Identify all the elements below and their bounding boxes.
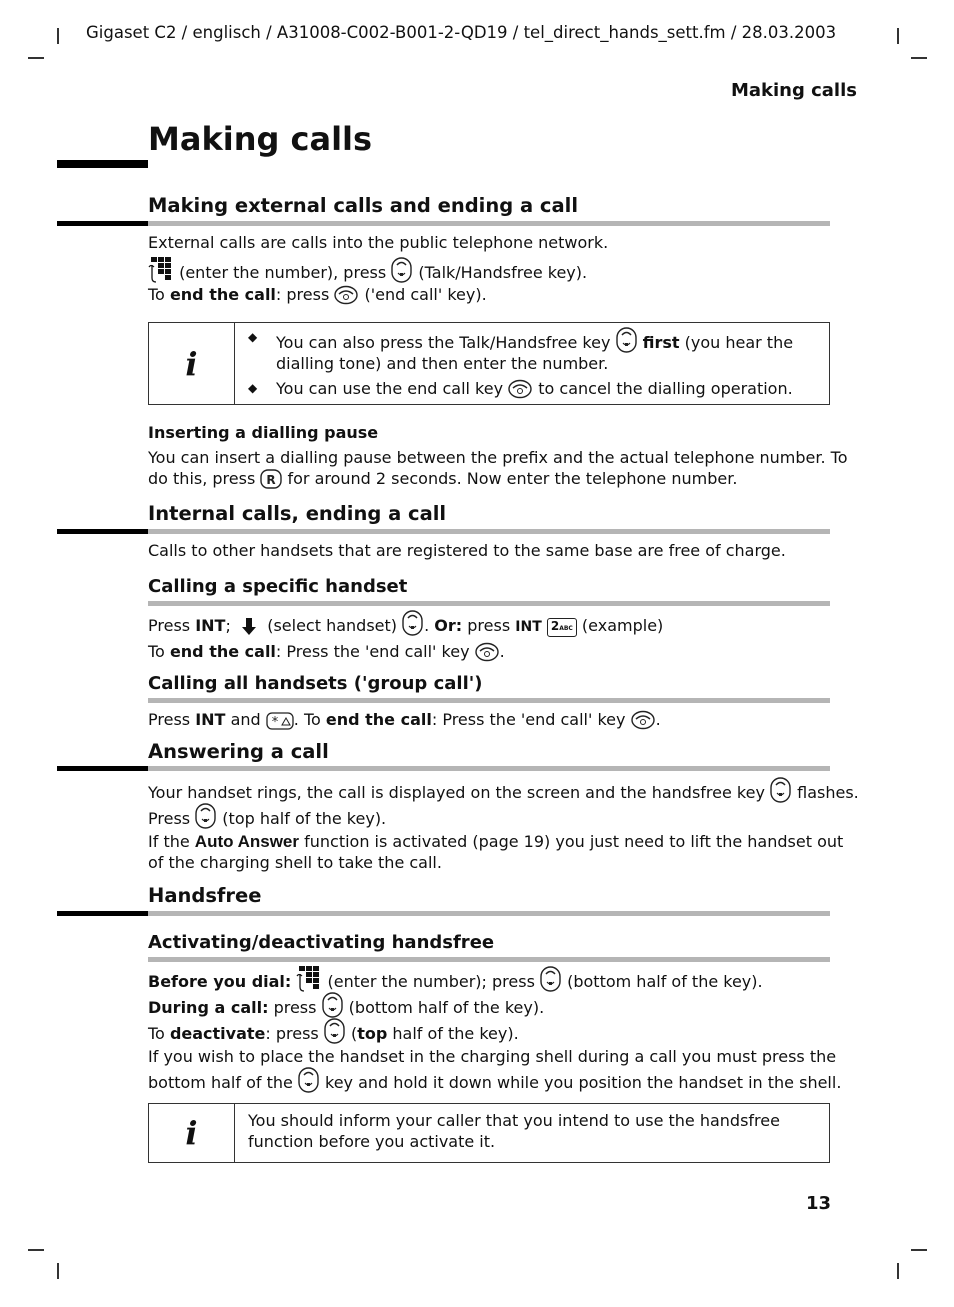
- diamond-bullet-icon: ◆: [248, 381, 258, 395]
- subsection-bar: [148, 698, 830, 703]
- title-bar: [57, 160, 148, 168]
- document-header-line: Gigaset C2 / englisch / A31008-C002-B001-2-QD19 / tel_direct_hands_sett.fm / 28.03.2003: [86, 23, 837, 42]
- talk-key-icon: [770, 777, 792, 803]
- text-line: If you wish to place the handset in the charging shell during a call you must press the: [148, 1047, 837, 1066]
- star-key-icon: [266, 712, 294, 730]
- section-bar: [148, 911, 830, 916]
- page-number: 13: [806, 1193, 832, 1214]
- text-line: Before you dial: (enter the number); press (bottom half of the key).: [148, 966, 833, 992]
- text-line: Press INT; (select handset) . Or: press INT 2ABC (example): [148, 610, 833, 638]
- text-line: To end the call: press ('end call' key).: [148, 285, 487, 304]
- paragraph-internal: Calls to other handsets that are registered to the same base are free of charge.: [148, 541, 786, 560]
- crop-mark: [897, 1263, 899, 1279]
- section-heading-external: Making external calls and ending a call: [148, 194, 579, 217]
- paragraph-external: [148, 232, 833, 305]
- key-2-icon: 2ABC: [547, 618, 577, 637]
- section-heading-answer: Answering a call: [148, 740, 329, 763]
- talk-key-icon: [391, 257, 413, 283]
- section-bar: [148, 766, 830, 771]
- section-heading-handsfree: Handsfree: [148, 884, 262, 907]
- talk-key-icon: [540, 966, 562, 992]
- note-bullet-item: ◆ You can use the end call key to cancel the dialling operation.: [248, 379, 793, 398]
- talk-key-icon: [298, 1067, 320, 1093]
- talk-key-icon: [324, 1018, 346, 1044]
- text-line: You can insert a dialling pause between the prefix and the actual telephone number. To: [148, 448, 848, 467]
- keypad-icon: [296, 966, 322, 992]
- paragraph-answer: [148, 777, 859, 873]
- end-call-key-icon: [475, 642, 500, 662]
- section-bar: [57, 911, 148, 916]
- paragraph-pause: [148, 447, 848, 489]
- diamond-bullet-icon: ◆: [248, 330, 258, 344]
- text-line: Press (top half of the key).: [148, 803, 833, 829]
- note-bullet-item: ◆ You can also press the Talk/Handsfree key first (you hear the dialling tone) and then enter the number.: [248, 327, 819, 374]
- crop-mark: [57, 28, 59, 44]
- paragraph-specific: [148, 610, 833, 662]
- text-line: (enter the number), press (Talk/Handsfree key).: [148, 257, 833, 283]
- talk-key-icon: [402, 610, 424, 636]
- svg-text:*: *: [271, 715, 279, 730]
- subsection-heading-group: Calling all handsets ('group call'): [148, 673, 483, 694]
- section-bar: [148, 221, 830, 226]
- text-line: During a call: press (bottom half of the key).: [148, 992, 833, 1018]
- section-bar: [57, 529, 148, 534]
- text-line: External calls are calls into the public telephone network.: [148, 233, 609, 252]
- info-note: [148, 322, 830, 405]
- section-bar: [148, 529, 830, 534]
- talk-key-icon: [616, 327, 638, 353]
- end-call-key-icon: [631, 710, 656, 730]
- info-note: [148, 1103, 830, 1163]
- subheading-pause: Inserting a dialling pause: [148, 423, 379, 442]
- subsection-heading-activating: Activating/deactivating handsfree: [148, 932, 495, 953]
- section-bar: [57, 766, 148, 771]
- text-line: If the Auto Answer function is activated (page 19) you just need to lift the handset out: [148, 832, 844, 851]
- info-icon: i: [149, 323, 235, 404]
- subsection-bar: [148, 601, 830, 606]
- paragraph-group: Press INT and * . To end the call: Press the 'end call' key .: [148, 710, 661, 730]
- end-call-key-icon: [334, 285, 359, 305]
- info-icon: i: [149, 1104, 235, 1162]
- crop-mark: [57, 1263, 59, 1279]
- crop-mark: [897, 28, 899, 44]
- keypad-icon: [148, 257, 174, 283]
- note-text: You should inform your caller that you intend to use the handsfree function before you activate it.: [248, 1111, 780, 1151]
- text-line: do this, press R for around 2 seconds. Now enter the telephone number.: [148, 469, 738, 488]
- section-bar: [57, 221, 148, 226]
- page-title: Making calls: [148, 120, 373, 158]
- paragraph-handsfree: [148, 966, 842, 1093]
- down-arrow-icon: [241, 616, 257, 636]
- subsection-bar: [148, 957, 830, 962]
- text-line: bottom half of the key and hold it down while you position the handset in the shell.: [148, 1067, 833, 1093]
- talk-key-icon: [322, 992, 344, 1018]
- text-line: To deactivate: press (top half of the key).: [148, 1018, 833, 1044]
- recall-key-icon: [260, 469, 282, 489]
- crop-mark: [911, 57, 927, 59]
- crop-mark: [911, 1249, 927, 1251]
- subsection-heading-specific: Calling a specific handset: [148, 576, 408, 597]
- running-head: Making calls: [730, 80, 857, 101]
- end-call-key-icon: [508, 379, 533, 399]
- section-heading-internal: Internal calls, ending a call: [148, 502, 447, 525]
- text-line: of the charging shell to take the call.: [148, 853, 442, 872]
- svg-text:R: R: [266, 473, 277, 487]
- crop-mark: [28, 57, 44, 59]
- text-line: Your handset rings, the call is displayed on the screen and the handsfree key flashes.: [148, 777, 833, 803]
- text-line: To end the call: Press the 'end call' key .: [148, 642, 505, 661]
- talk-key-icon: [195, 803, 217, 829]
- crop-mark: [28, 1249, 44, 1251]
